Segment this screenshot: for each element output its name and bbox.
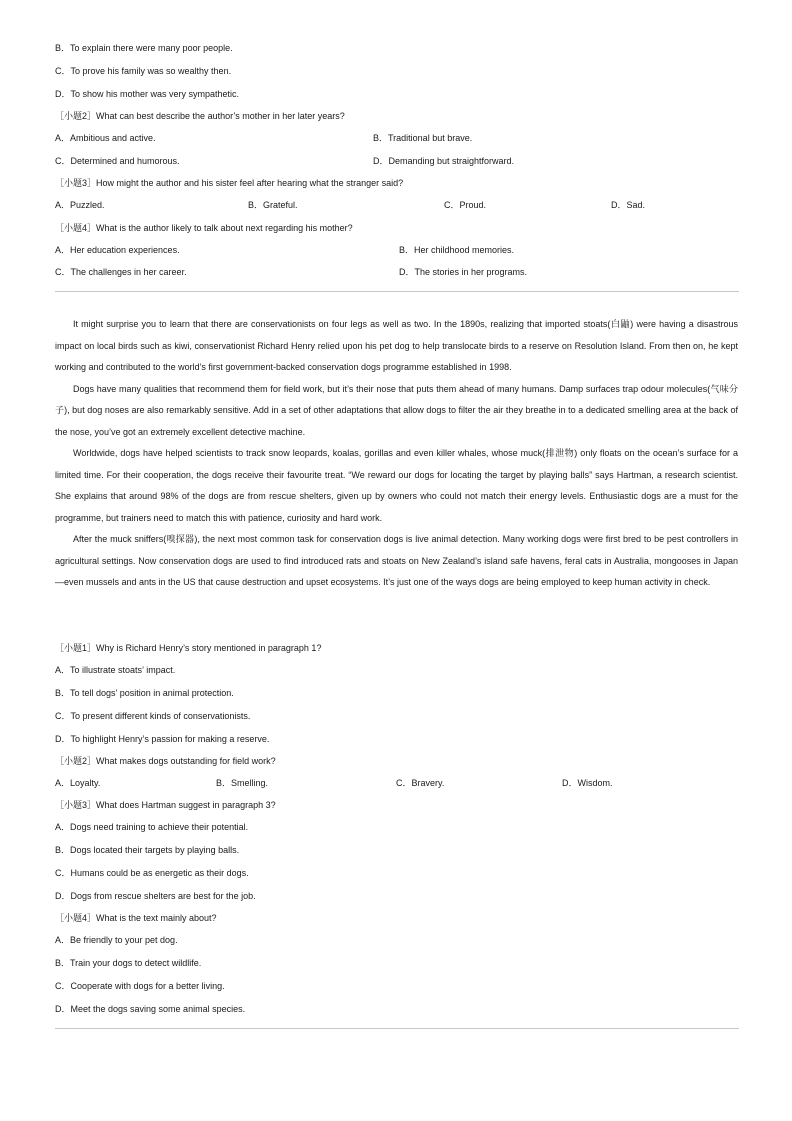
- question-stem: ［小题3］How might the author and his sister feel after hearing what the stranger said?: [55, 178, 404, 188]
- question-stem: ［小题2］What makes dogs outstanding for field work?: [55, 756, 276, 766]
- option-a: A．Be friendly to your pet dog.: [55, 935, 178, 945]
- option-c: C．Humans could be as energetic as their dogs.: [55, 868, 249, 878]
- option-b: B．To tell dogs’ position in animal protection.: [55, 688, 234, 698]
- option-a: A．Dogs need training to achieve their potential.: [55, 822, 249, 832]
- question-stem: ［小题3］What does Hartman suggest in paragraph 3?: [55, 800, 276, 810]
- option-c: C．To prove his family was so wealthy then.: [55, 66, 232, 76]
- option-d: D．To show his mother was very sympathetic.: [55, 89, 240, 99]
- option-d: D．Meet the dogs saving some animal species.: [55, 1004, 246, 1014]
- option-b: B．Her childhood memories.: [399, 245, 515, 255]
- option-d: D．Dogs from rescue shelters are best for the job.: [55, 891, 256, 901]
- paragraph-2: Dogs have many qualities that recommend them for field work, but it’s their nose that puts them ahead of many humans. Damp surfaces trap odour molecules(气味分子), but dog noses are also remarkably sensitive. Add in a set of other adaptations that allow dogs to filter the air they breathe in to a dedicated smelling area at the back of the nose, you’ve got an extremely excellent detective machine.: [55, 383, 738, 437]
- paragraph-1: It might surprise you to learn that there are conservationists on four legs as well as two. In the 1890s, realizing that imported stoats(白鼬) were having a disastrous impact on local birds such as kiwi, conservationist Richard Henry relied upon his pet dog to help translocate birds to a reserve on Resolution Island. From then on, he kept working and contributed to the world’s first government-backed conservation dogs programme established in 1998.: [55, 319, 738, 372]
- option-b: B．To explain there were many poor people.: [55, 43, 233, 53]
- option-a: A．Ambitious and active.: [55, 133, 156, 143]
- section-divider: [55, 291, 739, 292]
- option-d: D．Demanding but straightforward.: [373, 156, 515, 166]
- section-divider: [55, 1028, 739, 1029]
- paragraph-4: After the muck sniffers(嗅探器), the next most common task for conservation dogs is live animal detection. Many working dogs were first bred to be pest controllers in agricultural settings. Now conservation dogs are used to find introduced rats and stoats on New Zealand’s island safe havens, feral cats in Australia, mongooses in Japan—even mussels and ants in the US that cause destruction and upset ecosystems. It’s just one of the ways dogs are being employed to keep human activity in check.: [55, 534, 738, 587]
- option-b: B．Smelling.: [216, 778, 269, 788]
- option-d: D．Wisdom.: [562, 778, 613, 788]
- option-c: C．Bravery.: [396, 778, 445, 788]
- question-stem: ［小题4］What is the text mainly about?: [55, 913, 217, 923]
- option-d: D．The stories in her programs.: [399, 267, 528, 277]
- option-a: A．Puzzled.: [55, 200, 105, 210]
- option-c: C．Proud.: [444, 200, 487, 210]
- option-d: D．To highlight Henry’s passion for making a reserve.: [55, 734, 270, 744]
- option-a: A．Loyalty.: [55, 778, 101, 788]
- option-b: B．Traditional but brave.: [373, 133, 473, 143]
- option-a: A．To illustrate stoats’ impact.: [55, 665, 176, 675]
- option-b: B．Grateful.: [248, 200, 298, 210]
- option-b: B．Dogs located their targets by playing balls.: [55, 845, 240, 855]
- paragraph-3: Worldwide, dogs have helped scientists to track snow leopards, koalas, gorillas and even killer whales, whose muck(排泄物) only floats on the ocean’s surface for a limited time. For their cooperation, the dogs receive their favourite treat. “We reward our dogs for locating the target by playing balls” says Hartman, a research scientist. She explains that around 98% of the dogs are from rescue shelters, given up by owners who could not match their energy levels. Enthusiastic dogs are a must for the programme, but trainers need to match this with patience, curiosity and hard work.: [55, 448, 738, 523]
- question-stem: ［小题2］What can best describe the author’s mother in her later years?: [55, 111, 345, 121]
- option-c: C．To present different kinds of conservationists.: [55, 711, 251, 721]
- question-stem: ［小题4］What is the author likely to talk about next regarding his mother?: [55, 223, 353, 233]
- option-d: D．Sad.: [611, 200, 646, 210]
- option-b: B．Train your dogs to detect wildlife.: [55, 958, 202, 968]
- question-stem: ［小题1］Why is Richard Henry’s story mentioned in paragraph 1?: [55, 643, 322, 653]
- passage: [55, 314, 738, 594]
- option-c: C．Cooperate with dogs for a better living.: [55, 981, 225, 991]
- option-c: C．Determined and humorous.: [55, 156, 180, 166]
- option-a: A．Her education experiences.: [55, 245, 180, 255]
- option-c: C．The challenges in her career.: [55, 267, 187, 277]
